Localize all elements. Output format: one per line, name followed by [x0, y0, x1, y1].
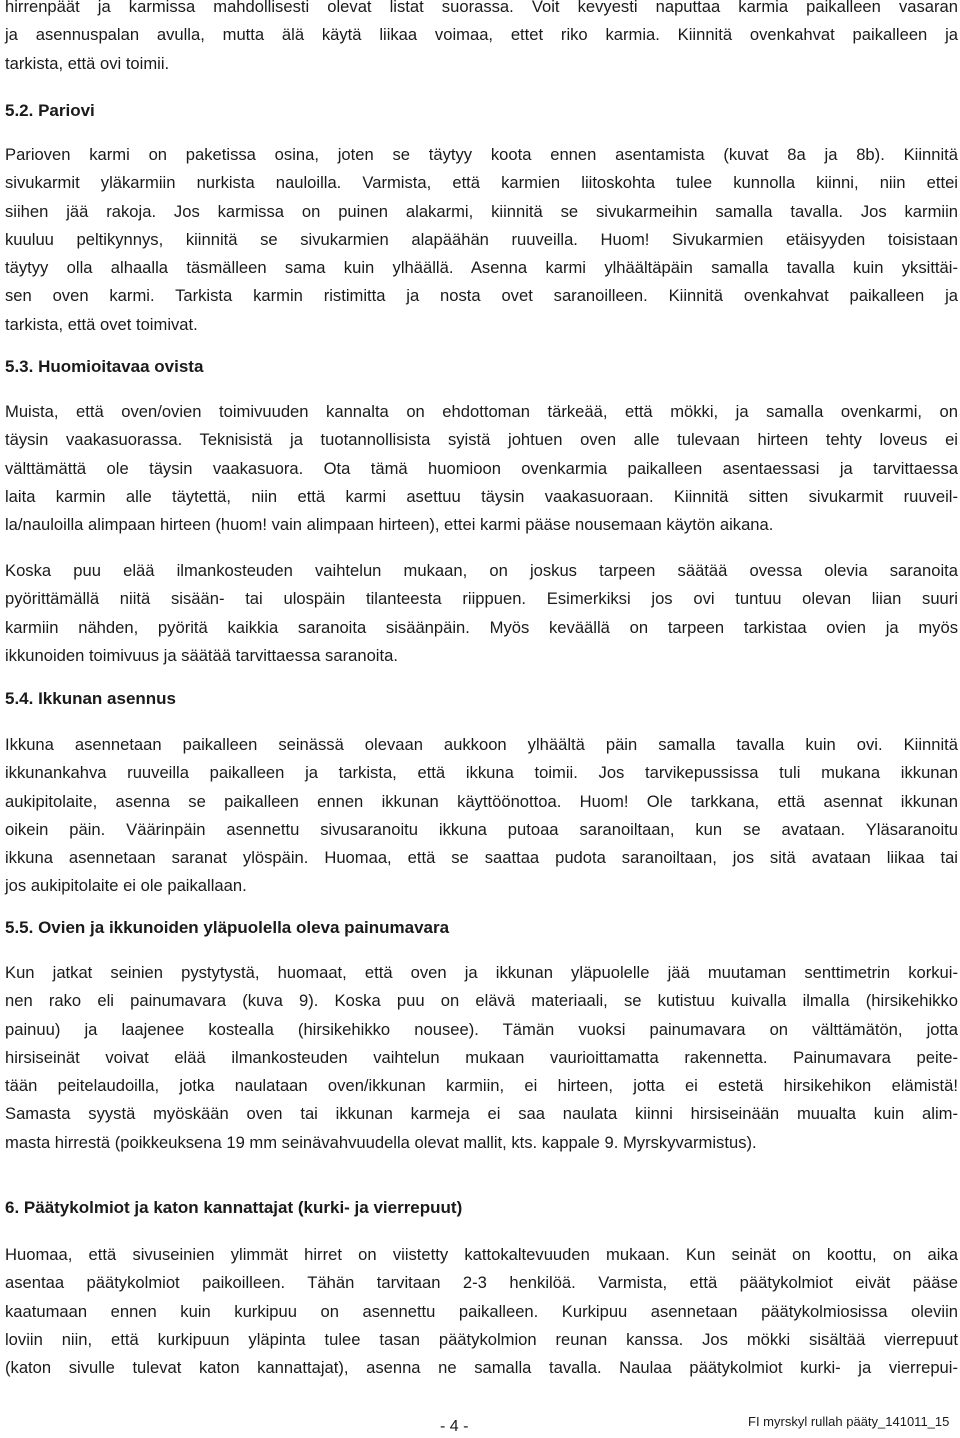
- text-line: Samasta syystä myöskään oven tai ikkunan karmeja ei saa naulata kiinni hirsiseinään muualta kuin alim-: [5, 1104, 958, 1124]
- section-heading-5-2: 5.2. Pariovi: [5, 101, 95, 120]
- text-line: kaatumaan ennen kuin kurkipuu on asennettu paikalleen. Kurkipuu asennetaan päätykolmiosissa oleviin: [5, 1301, 958, 1321]
- section-5-3-paragraph-2: [5, 557, 958, 670]
- text-line: täytyy olla alhaalla täsmälleen sama kuin ylhäällä. Asenna karmi ylhäältäpäin samalla tavalla kuin yksittäi-: [5, 258, 958, 278]
- section-5-2-paragraph: [5, 141, 958, 339]
- text-line: Parioven karmi on paketissa osina, joten se täytyy koota ennen asentamista (kuvat 8a ja 8b). Kiinnitä: [5, 145, 958, 164]
- text-line: nen rako eli painumavara (kuva 9). Koska puu on elävä materiaali, se kutistuu kuivalla ilmalla (hirsikehikko: [5, 991, 958, 1011]
- intro-paragraph: [5, 0, 958, 78]
- text-line: Ikkuna asennetaan paikalleen seinässä olevaan aukkoon ylhäältä päin samalla tavalla kuin ovi. Kiinnitä: [5, 735, 958, 754]
- section-5-3-paragraph-1: [5, 398, 958, 539]
- text-line: pyörittämällä niitä sisään- tai ulospäin tilanteesta riippuen. Esimerkiksi jos ovi tuntuu olevan liian suuri: [5, 589, 958, 609]
- text-line: siihen jää rakoja. Jos karmissa on puinen alakarmi, kiinnitä se sivukarmeihin samalla tavalla. Jos karmiin: [5, 201, 958, 221]
- section-6-paragraph: [5, 1241, 958, 1382]
- text-line: (katon sivulle tulevat katon kannattajat), asenna ne samalla tavalla. Naulaa päätykolmiot kurki- ja vierrepui-: [5, 1358, 958, 1378]
- text-line: laita karmin alle täytettä, niin että karmi asettuu täysin vaakasuoraan. Kiinnitä sitten sivukarmit ruuveil-: [5, 486, 958, 506]
- page-number: - 4 -: [440, 1418, 469, 1435]
- text-line: aukipitolaite, asenna se paikalleen ennen ikkunan käyttöönottoa. Huom! Ole tarkkana, että asennat ikkunan: [5, 791, 958, 811]
- text-line: asentaa päätykolmiot paikoilleen. Tähän tarvitaan 2-3 henkilöä. Varmista, että päätykolmiot eivät pääse: [5, 1273, 958, 1293]
- text-line: Muista, että oven/ovien toimivuuden kannalta on ehdottoman tärkeää, että mökki, ja samalla ovenkarmi, on: [5, 402, 958, 421]
- section-heading-5-3: 5.3. Huomioitavaa ovista: [5, 357, 204, 376]
- section-5-5-paragraph: [5, 959, 958, 1157]
- text-line: hirsiseinät voivat elää ilmankosteuden vaihtelun mukaan vaurioittamatta rakennetta. Painumavara peite-: [5, 1047, 958, 1067]
- text-line: ikkunoiden toimivuus ja säätää tarvittaessa saranoita.: [5, 645, 398, 665]
- text-line: la/nauloilla alimpaan hirteen (huom! vain alimpaan hirteen), ettei karmi pääse nousemaan käytön aikana.: [5, 515, 774, 535]
- text-line: kuuluu peltikynnys, kiinnitä se sivukarmien alapäähän ruuveilla. Huom! Sivukarmien etäisyyden toisistaan: [5, 229, 958, 249]
- text-line: ja asennuspalan avulla, mutta älä käytä liikaa voimaa, ettet riko karmia. Kiinnitä ovenkahvat paikalleen ja: [5, 25, 958, 45]
- text-line: tarkista, että ovi toimii.: [5, 53, 170, 73]
- text-line: jos aukipitolaite ei ole paikallaan.: [5, 876, 247, 896]
- text-line: Huomaa, että sivuseinien ylimmät hirret on viistetty kattokaltevuuden mukaan. Kun seinät on koottu, on aika: [5, 1245, 958, 1264]
- text-line: hirrenpäät ja karmissa mahdollisesti olevat listat suorassa. Voit kevyesti naputtaa karmia paikalleen vasaran: [5, 0, 958, 16]
- text-line: tarkista, että ovet toimivat.: [5, 314, 198, 334]
- text-line: välttämättä ole täysin vaakasuora. Ota tämä huomioon ovenkarmia paikalleen asentaessasi ja tarvittaessa: [5, 458, 958, 478]
- text-line: ikkunankahva ruuveilla paikalleen ja tarkista, että ikkuna toimii. Jos tarvikepussissa tuli mukana ikkunan: [5, 763, 958, 783]
- section-heading-5-5: 5.5. Ovien ja ikkunoiden yläpuolella oleva painumavara: [5, 918, 450, 937]
- section-5-4-paragraph: [5, 731, 958, 901]
- text-line: ikkuna asennetaan saranat ylöspäin. Huomaa, että se saattaa pudota saranoiltaan, jos sitä avataan liikaa tai: [5, 848, 958, 868]
- section-heading-6: 6. Päätykolmiot ja katon kannattajat (kurki- ja vierrepuut): [5, 1198, 463, 1217]
- text-line: oikein päin. Väärinpäin asennettu sivusaranoitu ikkuna putoaa saranoiltaan, kun se avataan. Yläsaranoitu: [5, 819, 958, 839]
- text-line: täysin vaakasuorassa. Teknisistä ja tuotannollisista syistä johtuen oven alle tulevaan hirteen tehty loveus ei: [5, 430, 958, 450]
- text-line: karmiin nähden, pyöritä kaikkia saranoita sisäänpäin. Myös keväällä on tarpeen tarkistaa ovien ja myös: [5, 617, 958, 637]
- text-line: sivukarmit yläkarmiin nurkista nauloilla. Varmista, että karmien liitoskohta tulee kunnolla kiinni, niin ettei: [5, 173, 958, 193]
- document-code: FI myrskyl rullah pääty_141011_15: [748, 1414, 950, 1429]
- text-line: sen oven karmi. Tarkista karmin ristimitta ja nosta ovet saranoilleen. Kiinnitä ovenkahvat paikalleen ja: [5, 286, 958, 306]
- text-line: painuu) ja laajenee kostealla (hirsikehikko nousee). Tämän vuoksi painumavara on välttämätön, jotta: [5, 1019, 958, 1039]
- section-heading-5-4: 5.4. Ikkunan asennus: [5, 689, 177, 708]
- text-line: masta hirrestä (poikkeuksena 19 mm seinävahvuudella olevat mallit, kts. kappale 9. Myrskyvarmistus).: [5, 1132, 757, 1152]
- text-line: Koska puu elää ilmankosteuden vaihtelun mukaan, on joskus tarpeen säätää ovessa olevia saranoita: [5, 561, 958, 580]
- text-line: Kun jatkat seinien pystytystä, huomaat, että oven ja ikkunan yläpuolelle jää muutaman senttimetrin korkui-: [5, 963, 958, 982]
- text-line: loviin niin, että kurkipuun yläpinta tulee tasan päätykolmion reunan kanssa. Jos mökki sisältää vierrepuut: [5, 1329, 958, 1349]
- text-line: tään peitelaudoilla, jotka naulataan oven/ikkunan karmiin, ei hirteen, jotta ei estetä hirsikehikon elämistä!: [5, 1076, 958, 1096]
